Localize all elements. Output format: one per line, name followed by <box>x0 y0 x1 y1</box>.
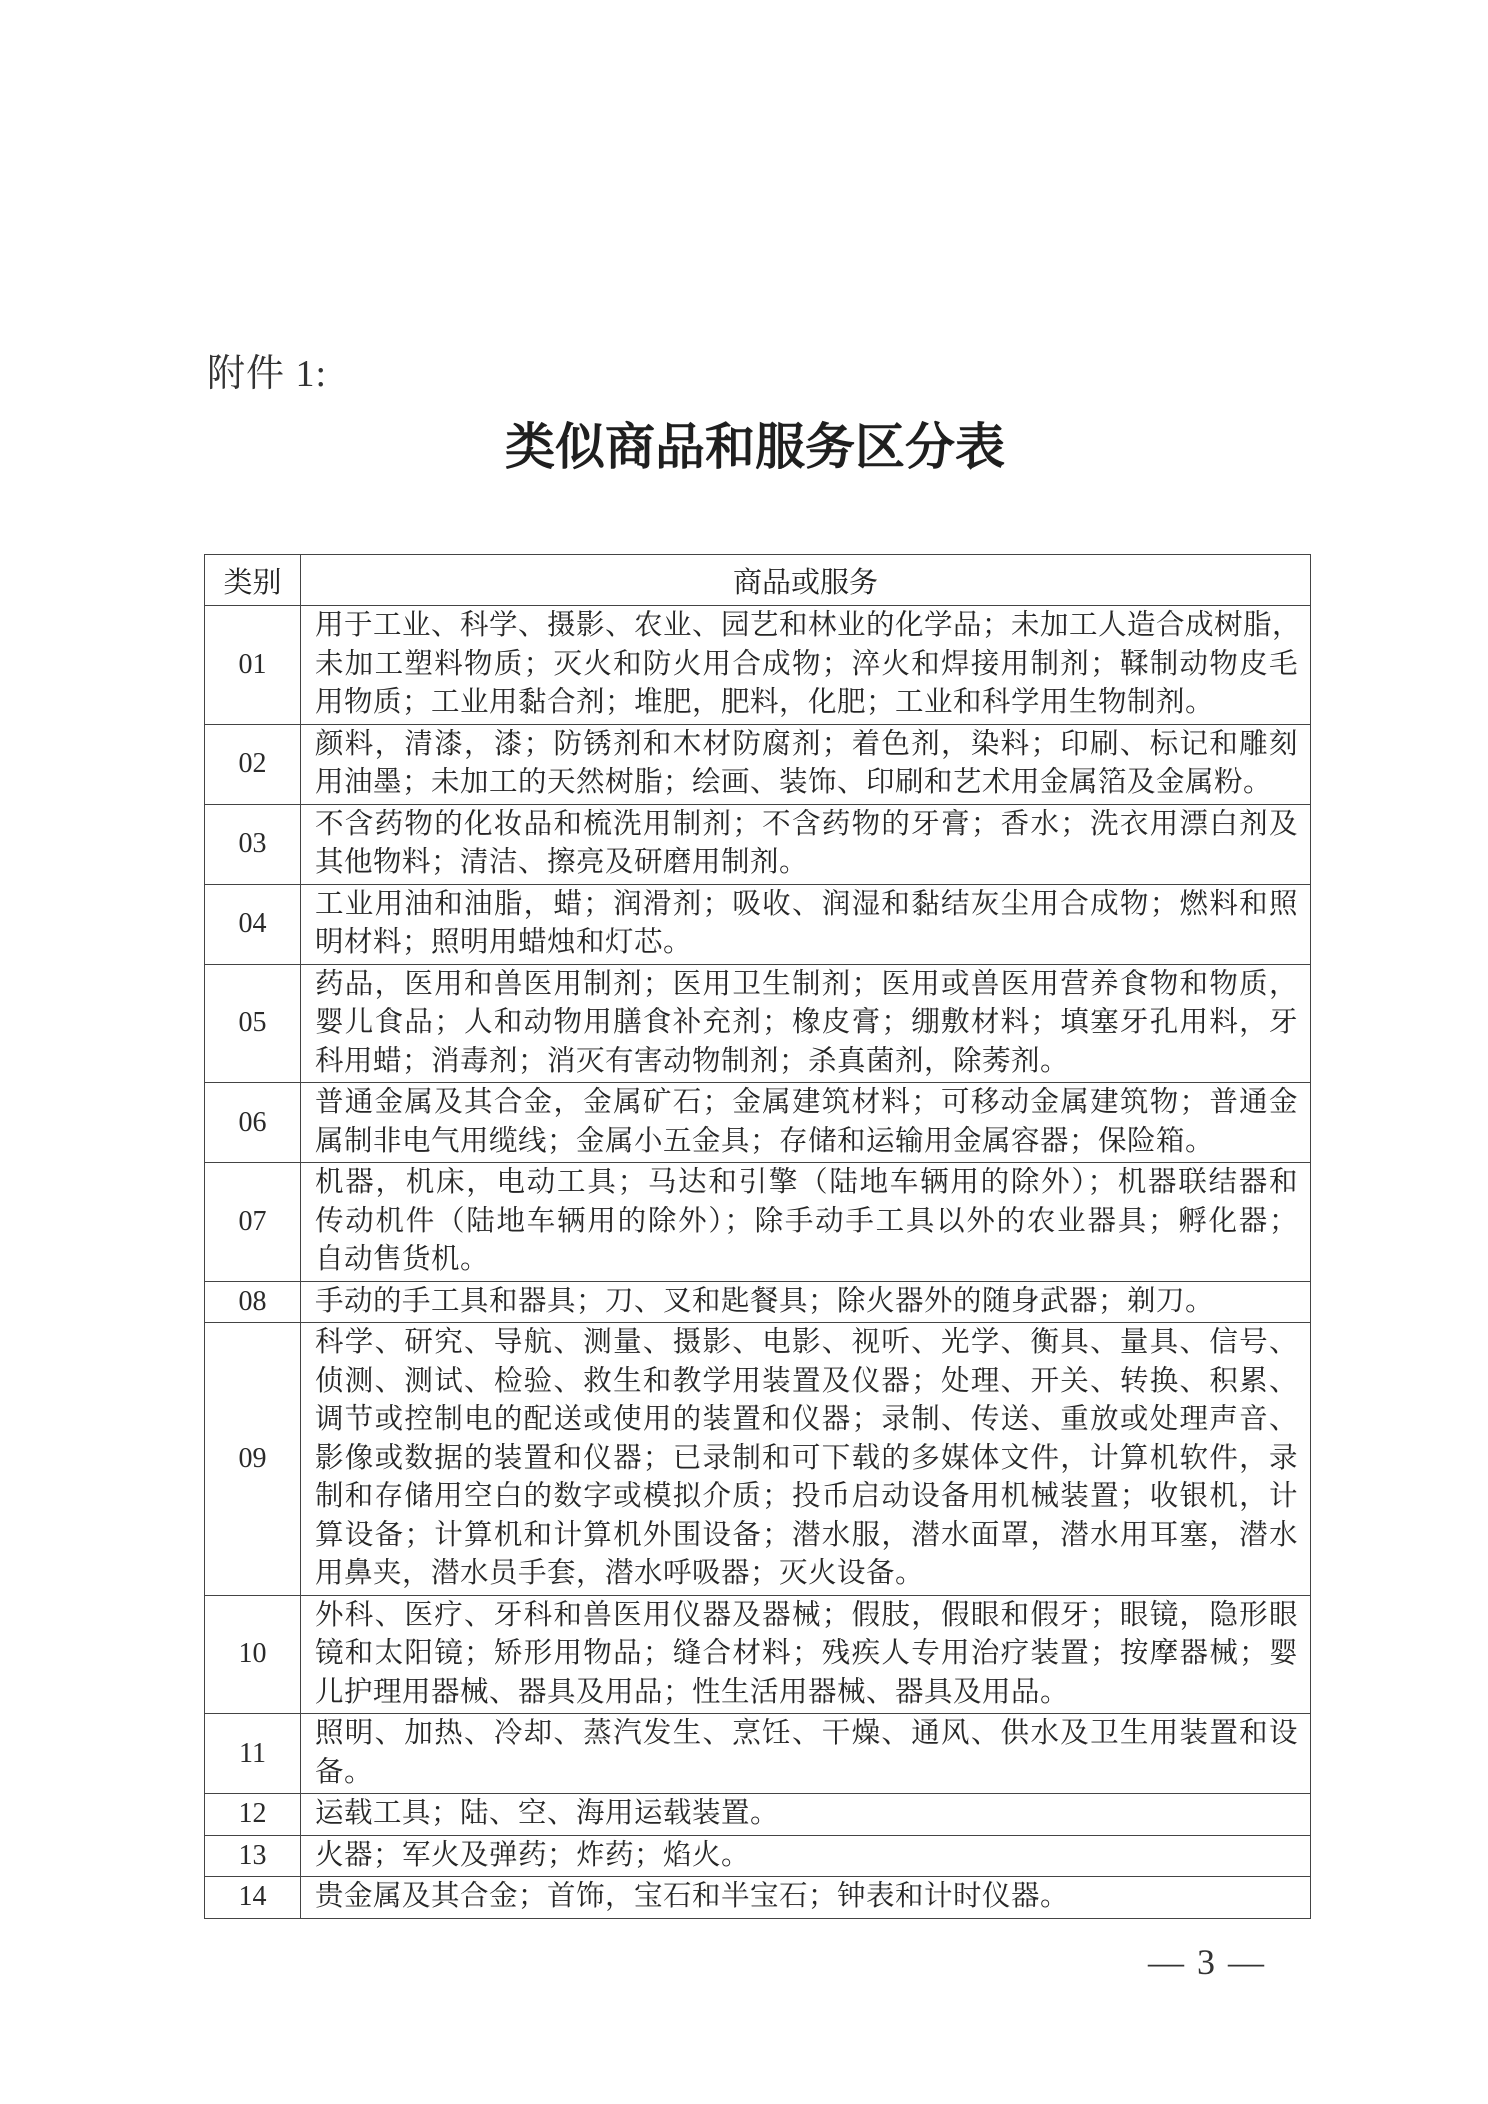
class-number-cell: 09 <box>205 1323 301 1596</box>
goods-services-line: 用油墨；未加工的天然树脂；绘画、装饰、印刷和艺术用金属箔及金属粉。 <box>315 767 1273 798</box>
goods-services-line: 机器，机床，电动工具；马达和引擎（陆地车辆用的除外）；机器联结器和 <box>315 1167 1298 1198</box>
class-number-cell: 03 <box>205 804 301 884</box>
goods-services-line: 传动机件（陆地车辆用的除外）；除手动手工具以外的农业器具；孵化器； <box>315 1205 1298 1237</box>
table-row <box>205 964 1311 1083</box>
goods-services-line: 普通金属及其合金，金属矿石；金属建筑材料；可移动金属建筑物；普通金 <box>315 1087 1298 1118</box>
table-header-row <box>205 555 1311 606</box>
class-number-cell: 10 <box>205 1595 301 1714</box>
goods-services-cell <box>301 1835 1311 1877</box>
goods-services-line: 火器；军火及弹药；炸药；焰火。 <box>315 1839 751 1871</box>
class-number-cell: 08 <box>205 1281 301 1323</box>
class-number-cell: 14 <box>205 1877 301 1919</box>
goods-services-cell <box>301 1323 1311 1596</box>
page-number: — 3 — <box>1148 1942 1266 1982</box>
goods-services-cell <box>301 1163 1311 1282</box>
goods-services-line: 运载工具；陆、空、海用运载装置。 <box>315 1798 780 1829</box>
goods-services-line: 不含药物的化妆品和梳洗用制剂；不含药物的牙膏；香水；洗衣用漂白剂及 <box>315 808 1298 840</box>
goods-services-cell <box>301 1281 1311 1323</box>
goods-services-line: 颜料，清漆，漆；防锈剂和木材防腐剂；着色剂，染料；印刷、标记和雕刻 <box>315 728 1298 760</box>
goods-services-cell <box>301 1083 1311 1163</box>
goods-services-line: 药品，医用和兽医用制剂；医用卫生制剂；医用或兽医用营养食物和物质， <box>315 968 1298 1000</box>
goods-services-cell <box>301 884 1311 964</box>
goods-services-line: 调节或控制电的配送或使用的装置和仪器；录制、传送、重放或处理声音、 <box>315 1404 1298 1435</box>
goods-services-line: 用鼻夹，潜水员手套，潜水呼吸器；灭火设备。 <box>315 1558 925 1589</box>
table-row <box>205 1083 1311 1163</box>
table-row <box>205 804 1311 884</box>
header-goods-services: 商品或服务 <box>301 555 1311 606</box>
goods-services-line: 科学、研究、导航、测量、摄影、电影、视听、光学、衡具、量具、信号、 <box>315 1327 1298 1358</box>
table-row <box>205 724 1311 804</box>
table-row <box>205 1595 1311 1714</box>
table-header <box>205 555 1311 606</box>
table-row <box>205 1714 1311 1794</box>
table-row <box>205 884 1311 964</box>
goods-services-line: 用物质；工业用黏合剂；堆肥，肥料，化肥；工业和科学用生物制剂。 <box>315 687 1215 718</box>
goods-services-cell <box>301 804 1311 884</box>
goods-services-line: 科用蜡；消毒剂；消灭有害动物制剂；杀真菌剂，除莠剂。 <box>315 1045 1070 1077</box>
class-number-cell: 06 <box>205 1083 301 1163</box>
goods-services-line: 手动的手工具和器具；刀、叉和匙餐具；除火器外的随身武器；剃刀。 <box>315 1285 1215 1317</box>
goods-services-cell <box>301 1877 1311 1919</box>
goods-services-line: 自动售货机。 <box>315 1244 490 1275</box>
goods-services-line: 算设备；计算机和计算机外围设备；潜水服，潜水面罩，潜水用耳塞，潜水 <box>315 1519 1298 1551</box>
class-number-cell: 13 <box>205 1835 301 1877</box>
goods-services-line: 工业用油和油脂，蜡；润滑剂；吸收、润湿和黏结灰尘用合成物；燃料和照 <box>315 888 1298 920</box>
page-title: 类似商品和服务区分表 <box>505 419 1005 475</box>
class-number-cell: 07 <box>205 1163 301 1282</box>
table-row <box>205 1163 1311 1282</box>
class-number-cell: 04 <box>205 884 301 964</box>
class-number-cell: 05 <box>205 964 301 1083</box>
goods-services-line: 其他物料；清洁、擦亮及研磨用制剂。 <box>315 847 809 878</box>
table-row <box>205 1877 1311 1919</box>
goods-services-cell <box>301 1794 1311 1836</box>
goods-services-line: 属制非电气用缆线；金属小五金具；存储和运输用金属容器；保险箱。 <box>315 1125 1215 1157</box>
goods-services-line: 镜和太阳镜；矫形用物品；缝合材料；残疾人专用治疗装置；按摩器械；婴 <box>315 1638 1298 1669</box>
class-number-cell: 02 <box>205 724 301 804</box>
goods-services-line: 外科、医疗、牙科和兽医用仪器及器械；假肢，假眼和假牙；眼镜，隐形眼 <box>315 1599 1298 1631</box>
goods-services-cell <box>301 724 1311 804</box>
class-number-cell: 12 <box>205 1794 301 1836</box>
table-row <box>205 1323 1311 1596</box>
goods-services-line: 照明、加热、冷却、蒸汽发生、烹饪、干燥、通风、供水及卫生用装置和设 <box>315 1718 1298 1749</box>
goods-table-body <box>205 606 1311 1919</box>
table-row <box>205 1794 1311 1836</box>
goods-services-line: 明材料；照明用蜡烛和灯芯。 <box>315 927 693 958</box>
attachment-label: 附件 1: <box>207 353 328 395</box>
table-row <box>205 1281 1311 1323</box>
goods-services-line: 贵金属及其合金；首饰，宝石和半宝石；钟表和计时仪器。 <box>315 1881 1070 1912</box>
header-class: 类别 <box>205 555 301 606</box>
goods-services-cell <box>301 1714 1311 1794</box>
goods-services-line: 儿护理用器械、器具及用品；性生活用器械、器具及用品。 <box>315 1676 1070 1708</box>
table-row <box>205 606 1311 725</box>
goods-services-cell <box>301 606 1311 725</box>
class-number-cell: 01 <box>205 606 301 725</box>
goods-services-cell <box>301 964 1311 1083</box>
goods-services-line: 婴儿食品；人和动物用膳食补充剂；橡皮膏；绷敷材料；填塞牙孔用料，牙 <box>315 1007 1298 1038</box>
goods-services-line: 制和存储用空白的数字或模拟介质；投币启动设备用机械装置；收银机，计 <box>315 1481 1298 1512</box>
table-row <box>205 1835 1311 1877</box>
goods-services-line: 侦测、测试、检验、救生和教学用装置及仪器；处理、开关、转换、积累、 <box>315 1365 1298 1397</box>
goods-services-line: 用于工业、科学、摄影、农业、园艺和林业的化学品；未加工人造合成树脂， <box>315 610 1302 641</box>
goods-services-line: 备。 <box>315 1756 374 1788</box>
goods-services-line: 影像或数据的装置和仪器；已录制和可下载的多媒体文件，计算机软件，录 <box>315 1442 1298 1474</box>
goods-services-line: 未加工塑料物质；灭火和防火用合成物；淬火和焊接用制剂；鞣制动物皮毛 <box>315 648 1298 680</box>
class-number-cell: 11 <box>205 1714 301 1794</box>
goods-services-table <box>204 554 1311 1919</box>
goods-services-cell <box>301 1595 1311 1714</box>
